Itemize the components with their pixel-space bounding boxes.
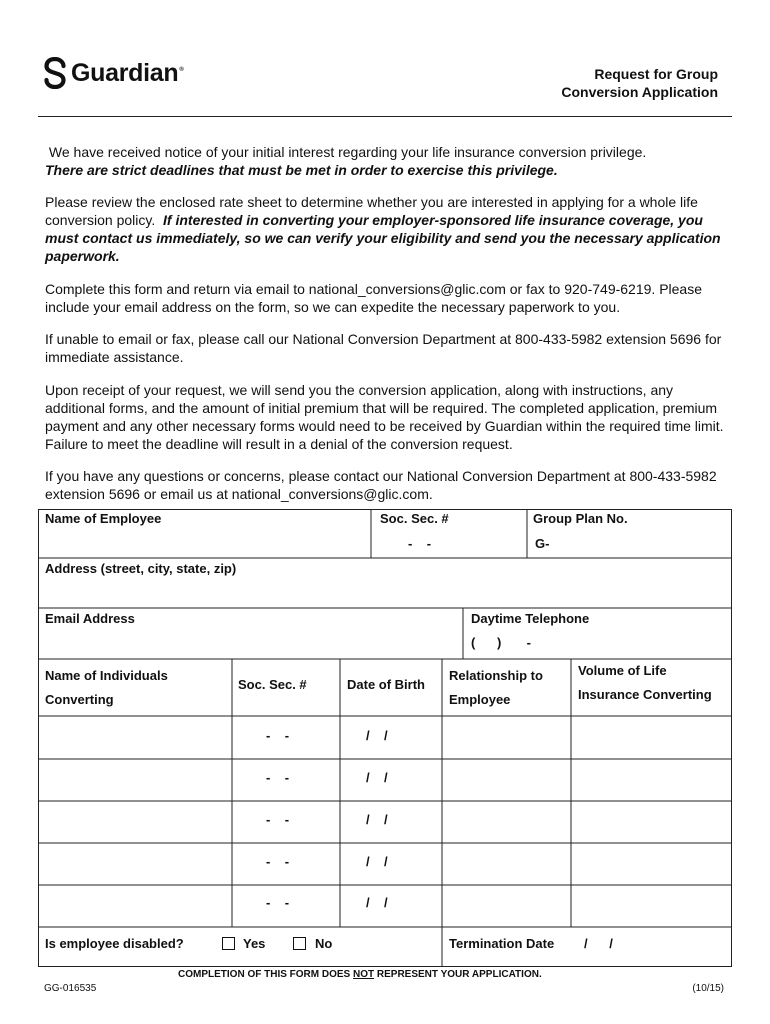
email-label: Email Address <box>45 611 135 626</box>
group-plan-field[interactable]: G- <box>535 536 550 551</box>
page-title <box>561 65 718 101</box>
form-version: (10/15) <box>692 983 724 994</box>
col-header-names: Name of Individuals Converting <box>45 668 168 707</box>
row-1-dob-field[interactable]: / / <box>366 728 388 743</box>
form-notice: COMPLETION OF THIS FORM DOES NOT REPRESENT YOUR APPLICATION. <box>178 969 542 980</box>
paragraph-4: If unable to email or fax, please call our National Conversion Department at 800-433-5982 extension 5696 for immediate assistance. <box>45 331 722 365</box>
row-4-dob-field[interactable]: / / <box>366 854 388 869</box>
row-2-dob-field[interactable]: / / <box>366 770 388 785</box>
deadline-warning: There are strict deadlines that must be met in order to exercise this privilege. <box>45 162 558 178</box>
group-plan-label: Group Plan No. <box>533 511 628 526</box>
row-2-ssn-field[interactable]: - - <box>266 770 290 785</box>
paragraph-3: Complete this form and return via email to national_conversions@glic.com or fax to 920-749-6219. Please include your email address on the form, so we can expedite the necessary paperwork to you. <box>45 281 702 315</box>
col-header-relationship: Relationship to Employee <box>449 668 543 707</box>
disabled-question-label: Is employee disabled? <box>45 936 184 951</box>
address-label: Address (street, city, state, zip) <box>45 561 237 576</box>
disabled-yes-checkbox[interactable] <box>222 937 235 950</box>
row-5-dob-field[interactable]: / / <box>366 895 388 910</box>
conversion-form <box>38 509 732 967</box>
paragraph-6: If you have any questions or concerns, please contact our National Conversion Department at 800-433-5982 extension 5696 or email us at national_conversions@glic.com. <box>45 468 717 502</box>
col-header-ssn: Soc. Sec. # <box>238 677 307 692</box>
employee-ssn-field[interactable]: - - <box>408 536 432 551</box>
header-divider <box>38 116 732 117</box>
disabled-yes-label: Yes <box>243 936 266 951</box>
row-5-ssn-field[interactable]: - - <box>266 895 290 910</box>
row-3-ssn-field[interactable]: - - <box>266 812 290 827</box>
row-1-ssn-field[interactable]: - - <box>266 728 290 743</box>
telephone-field[interactable]: ( ) - <box>471 635 531 650</box>
paragraph-1: We have received notice of your initial interest regarding your life insurance conversion privilege. There are strict deadlines that must be met in order to exercise this privilege. <box>45 143 733 179</box>
guardian-shield-icon <box>44 57 66 89</box>
title-line-2: Conversion Application <box>561 84 718 100</box>
paragraph-2: Please review the enclosed rate sheet to determine whether you are interested in applying for a whole life conversion policy. If interested in converting your employer-sponsored life insurance coverage, you must contact us immediately, so we can verify your eligibility and send you the necessary application paperwork. <box>45 194 721 264</box>
col-header-volume: Volume of Life Insurance Converting <box>578 663 712 702</box>
col-header-dob: Date of Birth <box>347 677 425 692</box>
contact-warning: If interested in converting your employer-sponsored life insurance coverage, you must contact us immediately, so we can verify your eligibility and send you the necessary application paperwork. <box>45 212 721 264</box>
row-3-dob-field[interactable]: / / <box>366 812 388 827</box>
termination-date-label: Termination Date <box>449 936 555 951</box>
termination-date-field[interactable]: / / <box>584 936 613 951</box>
employee-name-label: Name of Employee <box>45 511 162 526</box>
title-line-1: Request for Group <box>594 66 718 82</box>
disabled-no-checkbox[interactable] <box>293 937 306 950</box>
disabled-no-label: No <box>315 936 333 951</box>
employee-ssn-label: Soc. Sec. # <box>380 511 449 526</box>
row-4-ssn-field[interactable]: - - <box>266 854 290 869</box>
telephone-label: Daytime Telephone <box>471 611 590 626</box>
paragraph-5: Upon receipt of your request, we will send you the conversion application, along with instructions, any additional forms, and the amount of initial premium that will be required. The completed application, premium payment and any other necessary forms would need to be received by Guardian within the required time limit. Failure to meet the deadline will result in a denial of the conversion request. <box>45 382 724 452</box>
brand-name: Guardian® <box>71 58 184 87</box>
guardian-logo <box>44 56 183 90</box>
form-id: GG-016535 <box>44 983 97 994</box>
